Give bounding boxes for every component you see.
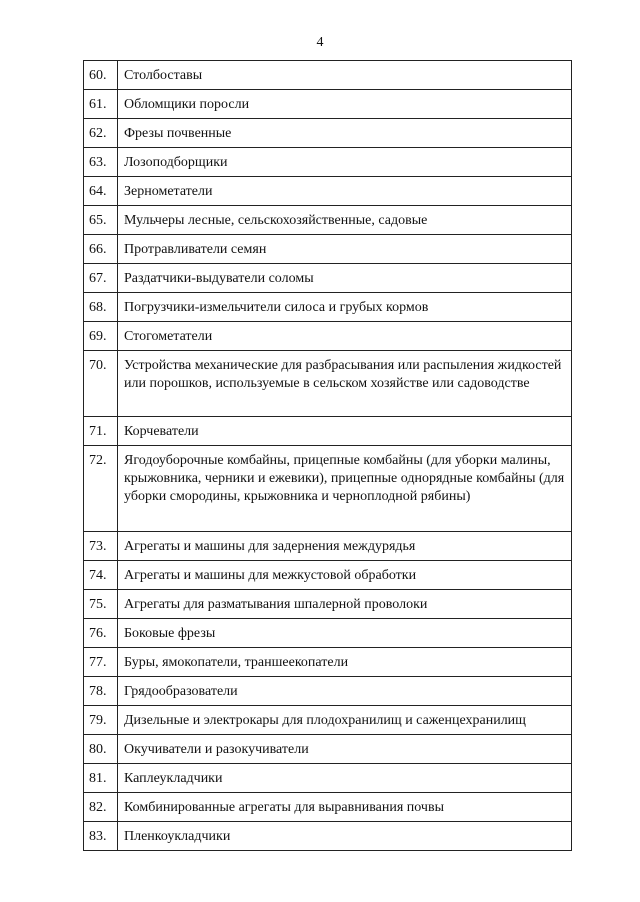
table-row (84, 322, 572, 351)
item-name: Дизельные и электрокары для плодохранилищ и саженцехранилищ (118, 706, 572, 735)
item-number: 77. (84, 648, 118, 677)
item-number: 62. (84, 119, 118, 148)
item-number: 74. (84, 561, 118, 590)
table-row (84, 90, 572, 119)
item-number: 69. (84, 322, 118, 351)
table-row (84, 351, 572, 417)
item-name: Протравливатели семян (118, 235, 572, 264)
table-row (84, 119, 572, 148)
table-row (84, 561, 572, 590)
item-name: Мульчеры лесные, сельскохозяйственные, садовые (118, 206, 572, 235)
table-row (84, 177, 572, 206)
item-number: 73. (84, 532, 118, 561)
table-row (84, 706, 572, 735)
table-row (84, 677, 572, 706)
table-row (84, 648, 572, 677)
table-row (84, 735, 572, 764)
item-number: 60. (84, 61, 118, 90)
table-row (84, 764, 572, 793)
item-name: Буры, ямокопатели, траншеекопатели (118, 648, 572, 677)
item-number: 67. (84, 264, 118, 293)
item-number: 81. (84, 764, 118, 793)
item-number: 61. (84, 90, 118, 119)
item-number: 79. (84, 706, 118, 735)
item-number: 83. (84, 822, 118, 851)
table-row (84, 206, 572, 235)
page-number: 4 (316, 35, 324, 50)
item-name: Агрегаты и машины для задернения междурядья (118, 532, 572, 561)
item-name: Окучиватели и разокучиватели (118, 735, 572, 764)
item-number: 64. (84, 177, 118, 206)
item-name: Грядообразователи (118, 677, 572, 706)
item-name: Ягодоуборочные комбайны, прицепные комбайны (для уборки малины, крыжовника, черники и ежевики), прицепные однорядные комбайны (для уборки смородины, крыжовника и черноплодной рябины) (118, 446, 572, 532)
item-number: 68. (84, 293, 118, 322)
table-row (84, 293, 572, 322)
item-number: 65. (84, 206, 118, 235)
item-number: 70. (84, 351, 118, 417)
table-row (84, 446, 572, 532)
item-name: Погрузчики-измельчители силоса и грубых кормов (118, 293, 572, 322)
table-row (84, 417, 572, 446)
item-number: 72. (84, 446, 118, 532)
item-name: Агрегаты и машины для межкустовой обработки (118, 561, 572, 590)
table-row (84, 793, 572, 822)
item-number: 71. (84, 417, 118, 446)
item-number: 75. (84, 590, 118, 619)
item-number: 78. (84, 677, 118, 706)
item-name: Пленкоукладчики (118, 822, 572, 851)
item-name: Боковые фрезы (118, 619, 572, 648)
table-row (84, 822, 572, 851)
item-name: Фрезы почвенные (118, 119, 572, 148)
item-number: 63. (84, 148, 118, 177)
table-row (84, 148, 572, 177)
table-row (84, 532, 572, 561)
item-name: Лозоподборщики (118, 148, 572, 177)
item-number: 82. (84, 793, 118, 822)
table-row (84, 619, 572, 648)
item-name: Каплеукладчики (118, 764, 572, 793)
machinery-list-table (83, 60, 572, 851)
item-name: Агрегаты для разматывания шпалерной проволоки (118, 590, 572, 619)
item-number: 66. (84, 235, 118, 264)
item-name: Комбинированные агрегаты для выравнивания почвы (118, 793, 572, 822)
item-name: Столбоставы (118, 61, 572, 90)
table-row (84, 590, 572, 619)
item-name: Зернометатели (118, 177, 572, 206)
item-name: Устройства механические для разбрасывания или распыления жидкостей или порошков, используемые в сельском хозяйстве или садоводстве (118, 351, 572, 417)
item-name: Стогометатели (118, 322, 572, 351)
item-name: Корчеватели (118, 417, 572, 446)
table-row (84, 235, 572, 264)
item-name: Раздатчики-выдуватели соломы (118, 264, 572, 293)
item-name: Обломщики поросли (118, 90, 572, 119)
table-row (84, 264, 572, 293)
item-number: 80. (84, 735, 118, 764)
item-number: 76. (84, 619, 118, 648)
table-row (84, 61, 572, 90)
